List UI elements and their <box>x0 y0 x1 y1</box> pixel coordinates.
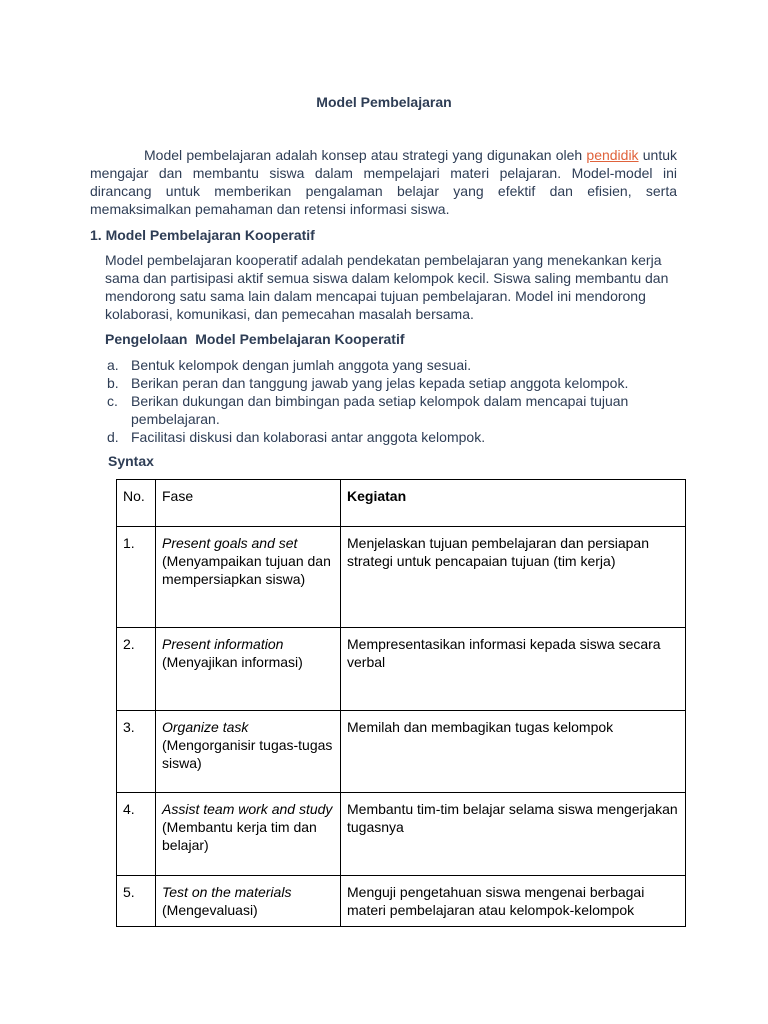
intro-text-start: Model pembelajaran adalah konsep atau strategi yang digunakan oleh <box>144 147 587 163</box>
cell-kegiatan: Menguji pengetahuan siswa mengenai berbagai materi pembelajaran atau kelompok-kelompok <box>341 876 686 927</box>
cell-no: 2. <box>117 628 156 711</box>
cell-fase <box>156 527 341 628</box>
syntax-heading: Syntax <box>108 453 154 469</box>
table-row <box>117 876 686 927</box>
list-item <box>107 392 677 428</box>
table-row <box>117 711 686 793</box>
list-marker: c. <box>107 393 118 409</box>
list-marker: b. <box>107 375 119 391</box>
fase-english: Assist team work and study <box>162 801 333 817</box>
subsection-heading: Pengelolaan Model Pembelajaran Kooperatif <box>105 331 405 347</box>
header-no: No. <box>117 480 156 527</box>
table-row <box>117 793 686 876</box>
fase-english: Test on the materials <box>162 884 292 900</box>
section-heading: 1. Model Pembelajaran Kooperatif <box>90 227 315 243</box>
table-row <box>117 527 686 628</box>
fase-indonesian: (Membantu kerja tim dan belajar) <box>162 819 317 853</box>
table-row <box>117 628 686 711</box>
cell-kegiatan: Memilah dan membagikan tugas kelompok <box>341 711 686 793</box>
list-item-text: Bentuk kelompok dengan jumlah anggota yang sesuai. <box>131 357 472 373</box>
cell-no: 1. <box>117 527 156 628</box>
header-kegiatan: Kegiatan <box>341 480 686 527</box>
document-title: Model Pembelajaran <box>316 94 452 110</box>
cell-fase <box>156 876 341 927</box>
list-item-text: Berikan peran dan tanggung jawab yang jelas kepada setiap anggota kelompok. <box>131 375 629 391</box>
table-header-row <box>117 480 686 527</box>
cell-kegiatan: Mempresentasikan informasi kepada siswa secara verbal <box>341 628 686 711</box>
fase-indonesian: (Menyajikan informasi) <box>162 654 303 670</box>
fase-indonesian: (Mengorganisir tugas-tugas siswa) <box>162 737 333 771</box>
fase-english: Organize task <box>162 719 249 735</box>
list-item-text: Berikan dukungan dan bimbingan pada setiap kelompok dalam mencapai tujuan pembelajaran. <box>131 393 629 427</box>
intro-text-end: untuk mengajar dan membantu siswa dalam mempelajari materi pelajaran. Model-model ini dirancang untuk memberikan pengalaman belajar yang efektif dan efisien, serta memaksimalkan pemahaman dan retensi informasi siswa. <box>90 147 677 217</box>
list-item <box>107 356 677 374</box>
cell-fase <box>156 793 341 876</box>
misspelled-word-highlight[interactable]: pendidik <box>586 147 639 163</box>
cell-kegiatan: Menjelaskan tujuan pembelajaran dan persiapan strategi untuk pencapaian tujuan (tim kerja) <box>341 527 686 628</box>
cell-fase <box>156 628 341 711</box>
list-marker: a. <box>107 357 119 373</box>
fase-indonesian: (Mengevaluasi) <box>162 902 258 918</box>
section-paragraph: Model pembelajaran kooperatif adalah pendekatan pembelajaran yang menekankan kerja sama dan partisipasi aktif semua siswa dalam kelompok kecil. Siswa saling membantu dan mendorong satu sama lain dalam mencapai tujuan pembelajaran. Model ini mendorong kolaborasi, komunikasi, dan pemecahan masalah bersama. <box>105 252 669 322</box>
cell-no: 3. <box>117 711 156 793</box>
header-fase: Fase <box>156 480 341 527</box>
cell-no: 5. <box>117 876 156 927</box>
fase-english: Present goals and set <box>162 535 298 551</box>
list-item <box>107 374 677 392</box>
cell-no: 4. <box>117 793 156 876</box>
fase-english: Present information <box>162 636 284 652</box>
cell-kegiatan: Membantu tim-tim belajar selama siswa mengerjakan tugasnya <box>341 793 686 876</box>
list-item-text: Facilitasi diskusi dan kolaborasi antar anggota kelompok. <box>131 429 486 445</box>
cell-fase <box>156 711 341 793</box>
intro-paragraph <box>90 146 677 218</box>
list-marker: d. <box>107 429 119 445</box>
list-item <box>107 428 677 446</box>
syntax-table <box>116 479 686 927</box>
steps-list <box>107 356 677 446</box>
fase-indonesian: (Menyampaikan tujuan dan mempersiapkan siswa) <box>162 553 331 587</box>
